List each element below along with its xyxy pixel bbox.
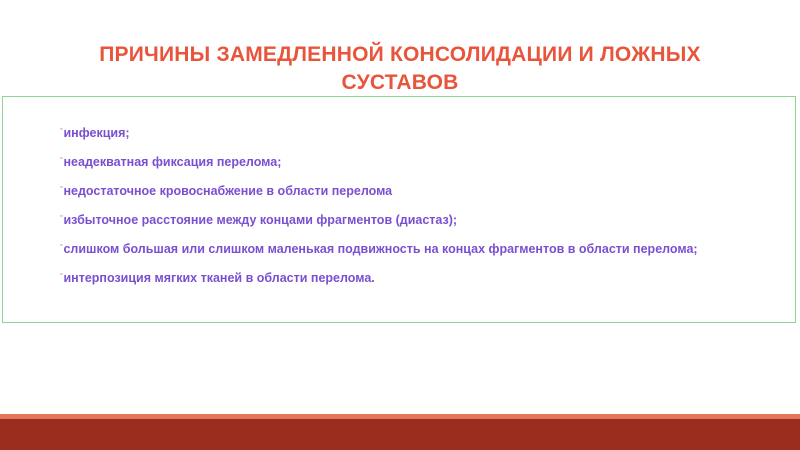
footer-bar xyxy=(0,419,800,450)
list-item-text: неадекватная фиксация перелома; xyxy=(63,155,282,169)
list-item-text: интерпозиция мягких тканей в области перелома. xyxy=(63,271,375,285)
list-item-text: избыточное расстояние между концами фрагментов (диастаз); xyxy=(63,213,458,227)
slide-title: ПРИЧИНЫ ЗАМЕДЛЕННОЙ КОНСОЛИДАЦИИ И ЛОЖНЫХ СУСТАВОВ xyxy=(99,43,701,94)
bullet-icon: ▫ xyxy=(60,155,63,162)
list-item xyxy=(60,153,760,171)
list-item xyxy=(60,240,760,258)
bullet-icon: ▫ xyxy=(60,242,63,249)
list-item xyxy=(60,211,760,229)
list-item xyxy=(60,269,760,287)
bullet-icon: ▫ xyxy=(60,126,63,133)
bullet-list xyxy=(60,124,760,298)
list-item-text: недостаточное кровоснабжение в области перелома xyxy=(63,184,393,198)
bullet-icon: ▫ xyxy=(60,213,63,220)
list-item xyxy=(60,124,760,142)
bullet-icon: ▫ xyxy=(60,271,63,278)
list-item-text: слишком большая или слишком маленькая подвижность на концах фрагментов в области перелома; xyxy=(63,242,698,256)
list-item-text: инфекция; xyxy=(63,126,130,140)
list-item xyxy=(60,182,760,200)
bullet-icon: ▫ xyxy=(60,184,63,191)
